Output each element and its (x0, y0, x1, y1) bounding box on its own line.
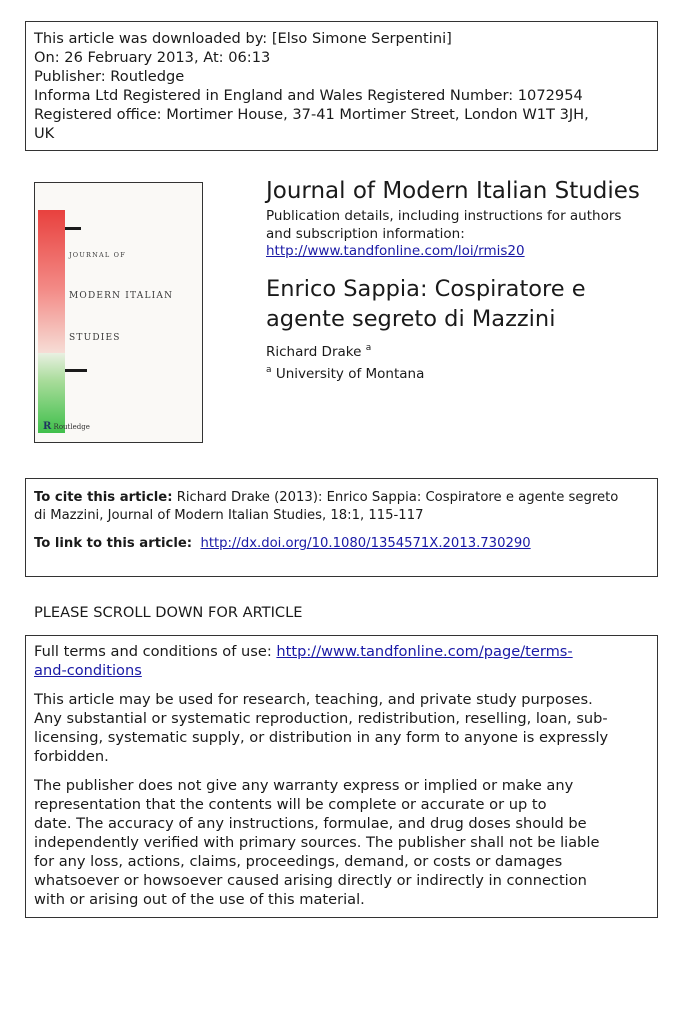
affiliation-marker: a (266, 365, 272, 375)
link-label: To link to this article: (34, 536, 193, 551)
disclaimer-line: with or arising out of the use of this material. (34, 891, 365, 908)
cite-line2: di Mazzini, Journal of Modern Italian Studies, 18:1, 115-117 (34, 508, 424, 523)
routledge-logo-text: Routledge (53, 423, 90, 431)
disclaimer-line: independently verified with primary sources. The publisher shall not be liable (34, 834, 600, 851)
download-info-box (25, 21, 658, 151)
terms-link-part2[interactable]: and-conditions (34, 662, 142, 679)
disclaimer-line: date. The accuracy of any instructions, formulae, and drug doses should be (34, 815, 587, 832)
affiliation-name: University of Montana (275, 366, 425, 382)
publication-details-line2: and subscription information: (266, 225, 465, 242)
author-name: Richard Drake (266, 344, 362, 360)
citation-box (25, 478, 658, 577)
cover-title-line3: STUDIES (69, 333, 121, 343)
link-row (34, 535, 649, 553)
cite-line1: Richard Drake (2013): Enrico Sappia: Cospiratore e agente segreto (176, 490, 619, 505)
article-title-line1: Enrico Sappia: Cospiratore e (266, 276, 586, 302)
terms-disclaimer-paragraph (34, 776, 649, 909)
terms-box (25, 635, 658, 918)
cover-red-band (38, 210, 65, 353)
author-affiliation (266, 361, 424, 383)
download-date-line: On: 26 February 2013, At: 06:13 (34, 49, 271, 66)
usage-line: forbidden. (34, 748, 109, 765)
cite-text (34, 489, 649, 507)
usage-line: licensing, systematic supply, or distribution in any form to anyone is expressly (34, 729, 609, 746)
terms-intro (34, 642, 649, 680)
usage-line: Any substantial or systematic reproduction, redistribution, reselling, loan, sub- (34, 710, 608, 727)
cite-label: To cite this article: (34, 490, 173, 505)
office-line-country: UK (34, 125, 55, 142)
publication-details (266, 208, 621, 261)
routledge-logo: R Routledge (43, 421, 90, 432)
publisher-line: Publisher: Routledge (34, 68, 185, 85)
disclaimer-line: representation that the contents will be complete or accurate or up to (34, 796, 547, 813)
article-author (266, 339, 371, 361)
doi-link[interactable]: http://dx.doi.org/10.1080/1354571X.2013.730290 (200, 536, 531, 551)
cover-title-line1: JOURNAL OF (69, 251, 126, 259)
scroll-notice: PLEASE SCROLL DOWN FOR ARTICLE (34, 604, 303, 621)
terms-link-part1[interactable]: http://www.tandfonline.com/page/terms- (276, 643, 573, 660)
journal-title: Journal of Modern Italian Studies (266, 178, 640, 204)
publication-details-line1: Publication details, including instructions for authors (266, 208, 622, 224)
office-line: Registered office: Mortimer House, 37-41 Mortimer Street, London W1T 3JH, (34, 106, 589, 123)
registration-line: Informa Ltd Registered in England and Wales Registered Number: 1072954 (34, 87, 583, 104)
usage-line: This article may be used for research, teaching, and private study purposes. (34, 691, 593, 708)
disclaimer-line: The publisher does not give any warranty express or implied or make any (34, 777, 574, 794)
disclaimer-line: for any loss, actions, claims, proceedings, demand, or costs or damages (34, 853, 563, 870)
cover-title-line2: MODERN ITALIAN (69, 291, 174, 301)
journal-cover-image (34, 182, 203, 443)
cover-bar-bottom (65, 369, 87, 372)
journal-link[interactable]: http://www.tandfonline.com/loi/rmis20 (266, 243, 525, 259)
download-line: This article was downloaded by: [Elso Simone Serpentini] (34, 30, 452, 47)
cover-bar-top (65, 227, 81, 230)
article-title (266, 274, 586, 334)
article-title-line2: agente segreto di Mazzini (266, 306, 556, 332)
author-affiliation-marker: a (365, 343, 372, 353)
disclaimer-line: whatsoever or howsoever caused arising directly or indirectly in connection (34, 872, 587, 889)
terms-intro-text: Full terms and conditions of use: (34, 643, 272, 660)
terms-usage-paragraph (34, 690, 649, 766)
